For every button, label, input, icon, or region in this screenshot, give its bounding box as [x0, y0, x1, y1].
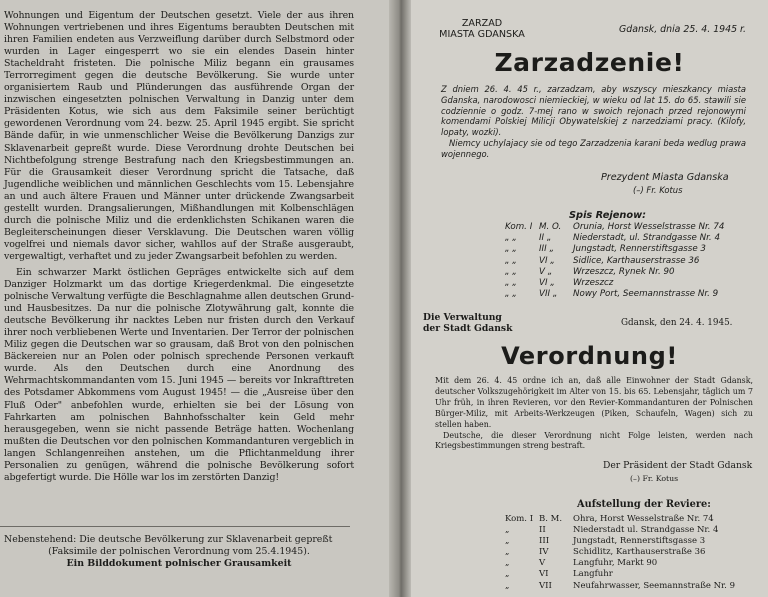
district-num: III „	[539, 244, 554, 255]
caption-divider	[0, 526, 350, 527]
district-pre: „ „	[505, 255, 517, 266]
issuer-line: Die Verwaltung	[423, 312, 502, 323]
heading-de: Verordnung!	[501, 342, 678, 370]
issuer-de	[423, 312, 512, 334]
decree-paragraph: Deutsche, die dieser Verordnung nicht Folge leisten, werden nach Kriegsbestimmungen streng bestraft.	[435, 430, 753, 451]
district-num: V	[539, 558, 546, 569]
district-pre: „ „	[505, 233, 517, 244]
district-addr: Jungstadt, Rennerstiftsgasse 3	[573, 536, 706, 547]
district-addr: Orunia, Horst Wesselstrasse Nr. 74	[573, 222, 725, 232]
district-num: VII „	[539, 289, 558, 300]
image-caption	[4, 534, 354, 570]
district-addr: Jungstadt, Rennerstiftsgasse 3	[573, 244, 706, 255]
district-row	[505, 244, 724, 255]
district-pre: „ „	[505, 289, 517, 300]
district-num: II „	[539, 233, 552, 244]
district-num: B. M.	[539, 514, 563, 524]
district-list-title-pl: Spis Rejenow:	[569, 210, 647, 221]
district-pre: „	[505, 525, 510, 536]
body-paragraph: Ein schwarzer Markt östlichen Gepräges entwickelte sich auf dem Danziger Holzmarkt um das dortige Kriegerdenkmal. Die eingesetzte polnische Verwaltung verfügte die Beschlagnahme allen deutschen Grund- und Hausbesitzes. Da nur die polnische Zlotywährung galt, konnte die deutsche Bevölkerung ihr nacktes Leben nur fristen durch den Verkauf ihrer noch verbliebenen Werte und Inventarien. Der Terror der polnischen Miliz gegen die Deutschen war so grausam, daß Brot von den polnischen Bäckereien nur an Polen oder polnisch sprechende Personen verkauft wurde. Als den Deutschen durch eine Anordnung des Wehrmachtskommandanten vom 15. Juni 1945 — bereits vor Inkrafttreten des Potsdamer Abkommens vom August 1945! — die „Ausreise über den Fluß Oder" anbefohlen wurde, erhielten sie bei der Lösung von Fahrkarten am polnischen Bahnhofsschalter kein Geld mehr herausgegeben, wenn sie nicht passende Beträge hatten. Wochenlang mußten die Deutschen vor den polnischen Kommandanturen vergeblich in langen Schlangenreihen anstehen, um die Pflichtanmeldung ihrer Personalien zu genügen, während die polnische Bevölkerung sofort abgefertigt wurde. Die Hölle war los im zerstörten Danzig!	[4, 266, 354, 483]
district-addr: Niederstadt, ul. Strandgasse Nr. 4	[573, 233, 720, 244]
district-pre: Kom. I	[505, 222, 533, 232]
caption-line: Nebenstehend: Die deutsche Bevölkerung zur Sklavenarbeit gepreßt	[4, 534, 333, 545]
district-row	[505, 536, 735, 547]
district-addr: Ohra, Horst Wesselstraße Nr. 74	[573, 514, 714, 524]
district-pre: „ „	[505, 244, 517, 255]
district-addr: Sidlice, Karthauserstrasse 36	[573, 255, 700, 266]
district-row	[505, 289, 724, 300]
district-row	[505, 256, 724, 267]
right-page	[411, 0, 768, 597]
district-addr: Neufahrwasser, Seemannstraße Nr. 9	[573, 580, 735, 591]
district-pre: „	[505, 547, 510, 558]
decree-paragraph: Mit dem 26. 4. 45 ordne ich an, daß alle Einwohner der Stadt Gdansk, deutscher Volkszugehörigkeit im Alter von 15. bis 65. Lebensjahr, täglich um 7 Uhr früh, in ihren Revieren, vor den Revier-Kommandanturen der Polnischen Bürger-Miliz, mit Arbeits-Werkzeugen (Piken, Schaufeln, Wagen) sich zu stellen haben.	[435, 376, 753, 429]
district-pre: „	[505, 536, 510, 547]
president-title-pl: Prezydent Miasta Gdanska	[601, 172, 729, 183]
district-num: IV	[539, 547, 549, 558]
body-paragraph: Wohnungen und Eigentum der Deutschen gesetzt. Viele der aus ihren Wohnungen vertriebenen und ihres Eigentums beraubten Deutschen mit ihren Familien endeten aus Verzweiflung darüber durch Selbstmord oder wurden in Lager eingesperrt wo sie ein elendes Dasein hinter Stacheldraht fristeten. Die polnische Miliz begann ein grausames Terrorregiment gegen die deutsche Bevölkerung. Sie wurde unter organisiertem Raub und Plünderungen das ausführende Organ der inzwischen eingesetzten polnischen Verwaltung in Danzig unter dem Präsidenten Kotus, wie sich aus dem Faksimile seiner berüchtigt gewordenen Verordnung vom 24. bezw. 25. April 1945 ergibt. Sie spricht Bände dafür, in wie unmenschlicher Weise die Bevölkerung Danzigs zur Sklavenarbeit gepreßt wurde. Diese Verordnung drohte Deutschen bei Nichtbefolgung strenge Bestrafung nach den Kriegsbestimmungen an. Für die Grausamkeit dieser Verordnung spricht die Tatsache, daß Jugendliche weiblichen und männlichen Geschlechts vom 15. Lebensjahre an und auch ältere Frauen und Männer unter drückende Zwangsarbeit gestellt wurden. Drangsalierungen, Mißhandlungen mit Kolbenschlägen durch die polnische Miliz und die erdenklichsten Schikanen waren die Begleiterscheinungen dieser Versklavung. Die Deutschen waren völlig vogelfrei und niemals davor sicher, wahllos auf der Straße ausgeraubt, vergewaltigt, verhaftet und zu jeder Zwangsarbeit befohlen zu werden.	[4, 10, 354, 262]
district-row	[505, 569, 735, 580]
district-row	[505, 581, 735, 592]
signature-pl: (–) Fr. Kotus	[633, 185, 683, 195]
district-addr: Wrzeszcz	[573, 278, 614, 289]
issuer-line: der Stadt Gdansk	[423, 323, 513, 334]
book-gutter	[389, 0, 411, 597]
district-list-de	[505, 514, 735, 592]
district-pre: „ „	[505, 278, 517, 289]
district-row	[505, 267, 724, 278]
district-row	[505, 278, 724, 289]
district-list-pl	[505, 222, 724, 300]
district-addr: Langfuhr	[573, 569, 613, 580]
issuer-pl	[422, 18, 542, 40]
district-addr: Langfuhr, Markt 90	[573, 558, 658, 569]
decree-paragraph: Z dniem 26. 4. 45 r., zarzadzam, aby wszyscy mieszkancy miasta Gdanska, narodowosci niemieckiej, w wieku od lat 15. do 65. stawili sie codziennie o godz. 7-mej rano w swoich rejonach przed rejonowymi komendami Polskiej Milicji Obywatelskiej z narzedziami pracy. (Kilofy, lopaty, wozki).	[441, 84, 746, 138]
issuer-line: MIASTA GDANSKA	[439, 29, 525, 40]
district-num: III	[539, 536, 550, 547]
district-row	[505, 222, 724, 233]
date-pl: Gdansk, dnia 25. 4. 1945 r.	[619, 24, 747, 35]
district-num: VI „	[539, 278, 555, 289]
district-addr: Wrzeszcz, Rynek Nr. 90	[573, 266, 675, 277]
district-row	[505, 547, 735, 558]
issuer-line: ZARZAD	[461, 18, 503, 29]
heading-pl: Zarzadzenie!	[494, 48, 685, 77]
district-num: VII	[539, 580, 552, 591]
district-num: V „	[539, 266, 553, 277]
signature-de: (–) Fr. Kotus	[630, 474, 679, 483]
district-pre: „	[505, 569, 510, 580]
district-pre: „	[505, 580, 510, 591]
district-num: II	[539, 525, 546, 536]
district-row	[505, 525, 735, 536]
district-num: VI	[539, 569, 549, 580]
president-title-de: Der Präsident der Stadt Gdansk	[603, 460, 753, 471]
district-addr: Niederstadt ul. Strandgasse Nr. 4	[573, 525, 719, 536]
date-de: Gdansk, den 24. 4. 1945.	[621, 318, 733, 328]
district-row	[505, 514, 735, 525]
district-addr: Nowy Port, Seemannstrasse Nr. 9	[573, 289, 719, 300]
decree-text-pl	[441, 84, 746, 160]
district-num: M. O.	[539, 222, 562, 232]
decree-text-de	[435, 376, 753, 452]
left-page-body	[4, 10, 354, 488]
decree-paragraph: Niemcy uchylajacy sie od tego Zarzadzenia karani beda wedlug prawa wojennego.	[441, 137, 746, 159]
district-list-title-de: Aufstellung der Reviere:	[577, 499, 711, 510]
district-pre: „	[505, 558, 510, 569]
district-row	[505, 233, 724, 244]
district-addr: Schidlitz, Karthauserstraße 36	[573, 547, 706, 558]
district-row	[505, 558, 735, 569]
caption-title: Ein Bilddokument polnischer Grausamkeit	[66, 558, 292, 569]
district-num: VI „	[539, 255, 555, 266]
caption-line: (Faksimile der polnischen Verordnung vom 25.4.1945).	[48, 546, 310, 557]
district-pre: „ „	[505, 266, 517, 277]
district-pre: Kom. I	[505, 514, 534, 524]
